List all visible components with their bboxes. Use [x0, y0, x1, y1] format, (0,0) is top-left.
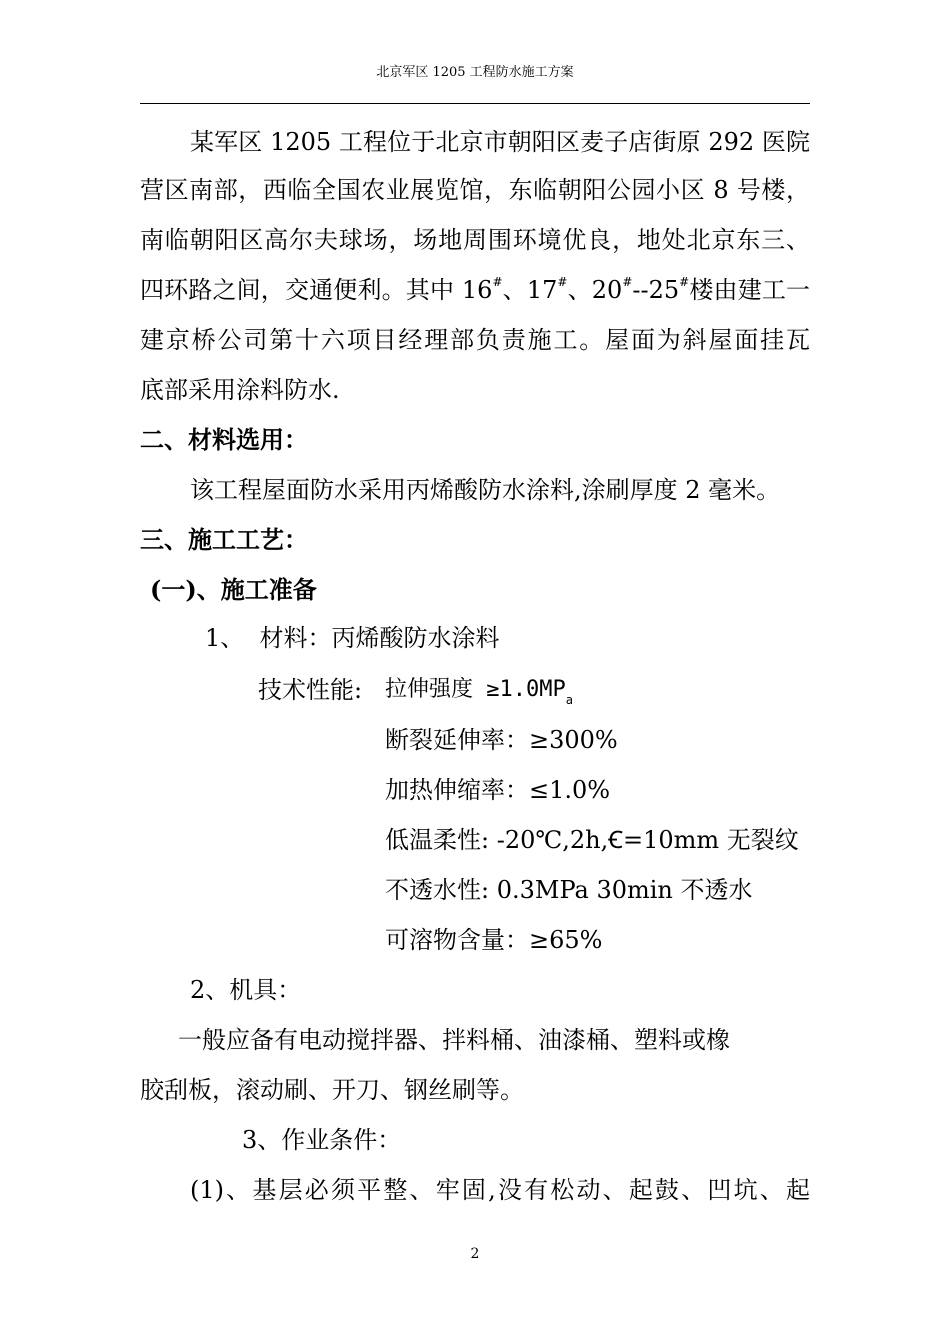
section-heading-process: 三、施工工艺：: [140, 525, 308, 554]
intro-line-4-a: 四环路之间，交通便利。其中 16: [140, 276, 493, 304]
sup-mark: #: [622, 275, 633, 289]
intro-line-4: [140, 274, 810, 306]
intro-line-4-d: --25: [632, 276, 680, 304]
sup-mark: #: [492, 275, 503, 289]
intro-line-3: 南临朝阳区高尔夫球场，场地周围环境优良，地处北京东三、: [140, 226, 810, 254]
materials-body: 该工程屋面防水采用丙烯酸防水涂料,涂刷厚度 2 毫米。: [190, 476, 781, 504]
spec-label: 技术性能:: [258, 676, 363, 704]
intro-line-4-e: 楼由建工一: [689, 276, 811, 304]
spec-tensile: [385, 674, 950, 708]
intro-line-4-c: 、20: [567, 276, 623, 304]
spec-elongation: 断裂延伸率：≥300%: [385, 726, 618, 754]
spec-low-temp: 低温柔性: -20℃,2h,Ꞓ=10mm 无裂纹: [385, 826, 799, 854]
subsection-heading-prep: (一)、施工准备: [150, 575, 317, 604]
item-materials: 1、 材料：丙烯酸防水涂料: [205, 624, 500, 652]
spec-tensile-subscript: a: [565, 693, 573, 707]
sup-mark: #: [557, 275, 568, 289]
tools-line-2: 胶刮板，滚动刷、开刀、钢丝刷等。: [140, 1076, 524, 1104]
section-heading-materials: 二、材料选用：: [140, 425, 308, 454]
page-number: 2: [470, 1246, 480, 1262]
page-header: 北京军区 1205 工程防水施工方案: [376, 65, 574, 80]
intro-line-6: 底部采用涂料防水.: [140, 376, 340, 404]
spec-soluble: 可溶物含量：≥65%: [385, 926, 603, 954]
intro-line-1: 某军区 1205 工程位于北京市朝阳区麦子店街原 292 医院: [190, 128, 810, 156]
header-rule: [140, 103, 810, 104]
spec-shrinkage: 加热伸缩率：≤1.0%: [385, 776, 611, 804]
condition-1: (1)、基层必须平整、牢固,没有松动、起鼓、凹坑、起: [190, 1176, 810, 1204]
spec-tensile-text: 拉伸强度 ≥1.0MP: [385, 677, 566, 702]
item-conditions: 3、作业条件：: [242, 1126, 402, 1154]
intro-line-4-b: 、17: [502, 276, 558, 304]
intro-line-5: 建京桥公司第十六项目经理部负责施工。屋面为斜屋面挂瓦: [140, 326, 810, 354]
intro-line-2: 营区南部，西临全国农业展览馆，东临朝阳公园小区 8 号楼，: [140, 176, 810, 204]
spec-impermeability: 不透水性: 0.3MPa 30min 不透水: [385, 876, 753, 904]
item-tools: 2、机具：: [190, 976, 302, 1004]
sup-mark: #: [679, 275, 690, 289]
tools-line-1: 一般应备有电动搅拌器、拌料桶、油漆桶、塑料或橡: [178, 1026, 730, 1054]
